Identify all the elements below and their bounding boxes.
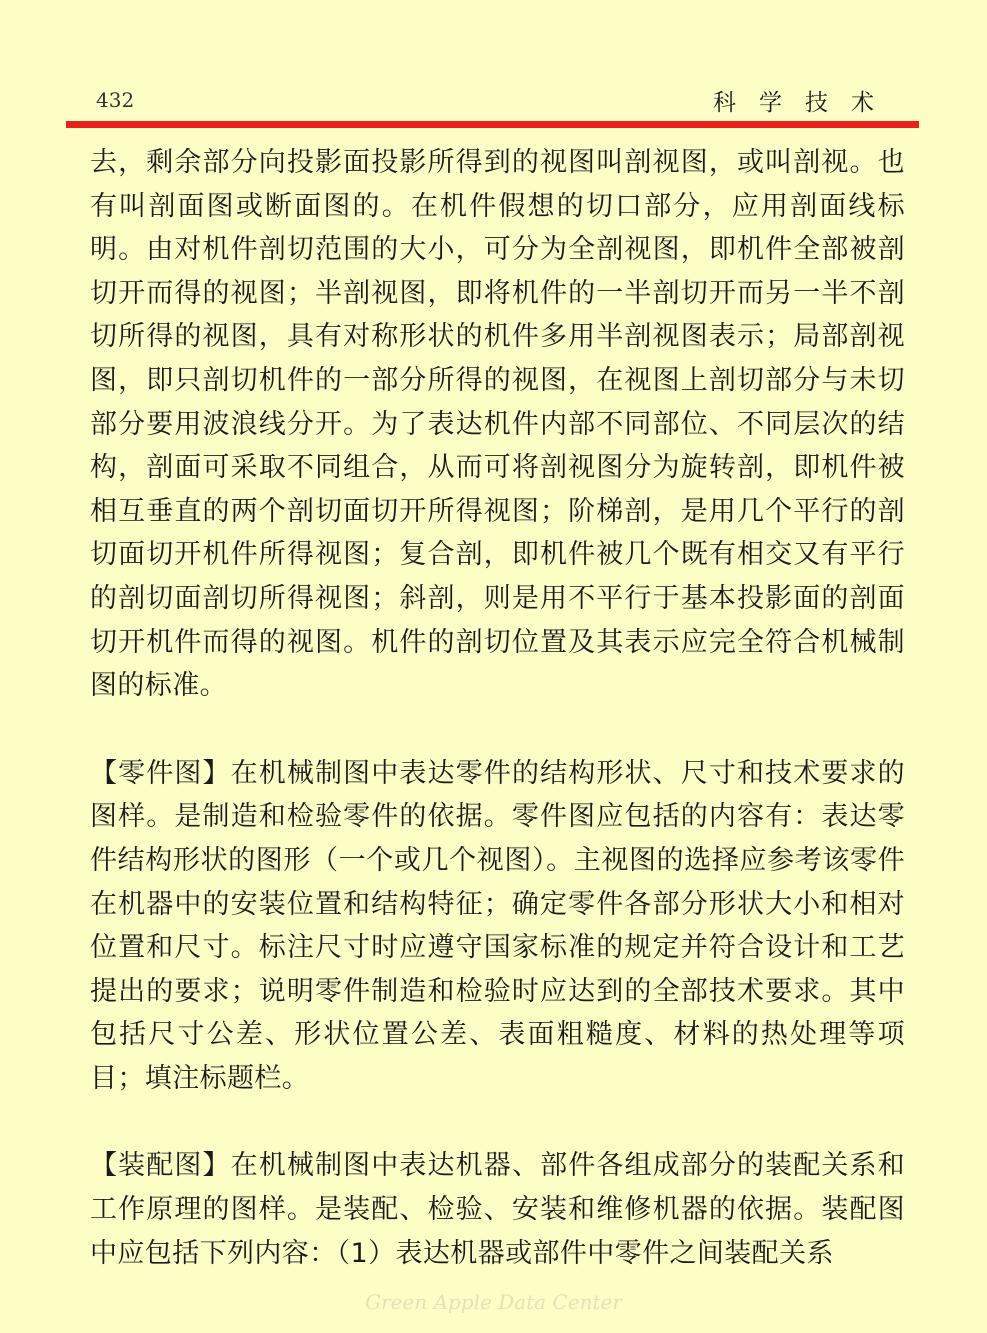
entry-part-drawing — [90, 752, 905, 1101]
paragraph-text: 去，剩余部分向投影面投影所得到的视图叫剖视图，或叫剖视。也有叫剖面图或断面图的。在机件假想的切口部分，应用剖面线标明。由对机件剖切范围的大小，可分为全剖视图，即机件全部被剖切开而得的视图；半剖视图，即将机件的一半剖切开而另一半不剖切所得的视图，具有对称形状的机件多用半剖视图表示；局部剖视图，即只剖切机件的一部分所得的视图，在视图上剖切部分与未切部分要用波浪线分开。为了表达机件内部不同部位、不同层次的结构，剖面可采取不同组合，从而可将剖视图分为旋转剖，即机件被相互垂直的两个剖切面切开所得视图；阶梯剖，是用几个平行的剖切面切开机件所得视图；复合剖，即机件被几个既有相交又有平行的剖切面剖切所得视图；斜剖，则是用不平行于基本投影面的剖面切开机件而得的视图。机件的剖切位置及其表示应完全符合机械制图的标准。 — [90, 147, 905, 702]
running-title: 科学技术 — [713, 90, 897, 116]
page-body — [90, 141, 905, 1275]
header-rule — [66, 121, 919, 128]
entry-text: 在机械制图中表达零件的结构形状、尺寸和技术要求的图样。是制造和检验零件的依据。零件图应包括的内容有：表达零件结构形状的图形（一个或几个视图）。主视图的选择应参考该零件在机器中的安装位置和结构特征；确定零件各部分形状大小和相对位置和尺寸。标注尺寸时应遵守国家标准的规定并符合设计和工艺提出的要求；说明零件制造和检验时应达到的全部技术要求。其中包括尺寸公差、形状位置公差、表面粗糙度、材料的热处理等项目；填注标题栏。 — [90, 757, 906, 1094]
page-header — [0, 0, 987, 130]
paragraph-sectional-view — [90, 141, 905, 708]
entry-term: 【装配图】 — [90, 1150, 231, 1182]
paragraph-gap — [90, 1100, 905, 1144]
watermark: Green Apple Data Center — [365, 1290, 622, 1314]
page-number: 432 — [96, 88, 135, 112]
entry-term: 【零件图】 — [90, 757, 231, 789]
entry-assembly-drawing — [90, 1144, 905, 1275]
entry-text: 在机械制图中表达机器、部件各组成部分的装配关系和工作原理的图样。是装配、检验、安装和维修机器的依据。装配图中应包括下列内容：（1）表达机器或部件中零件之间装配关系 — [90, 1150, 906, 1269]
paragraph-gap — [90, 708, 905, 752]
